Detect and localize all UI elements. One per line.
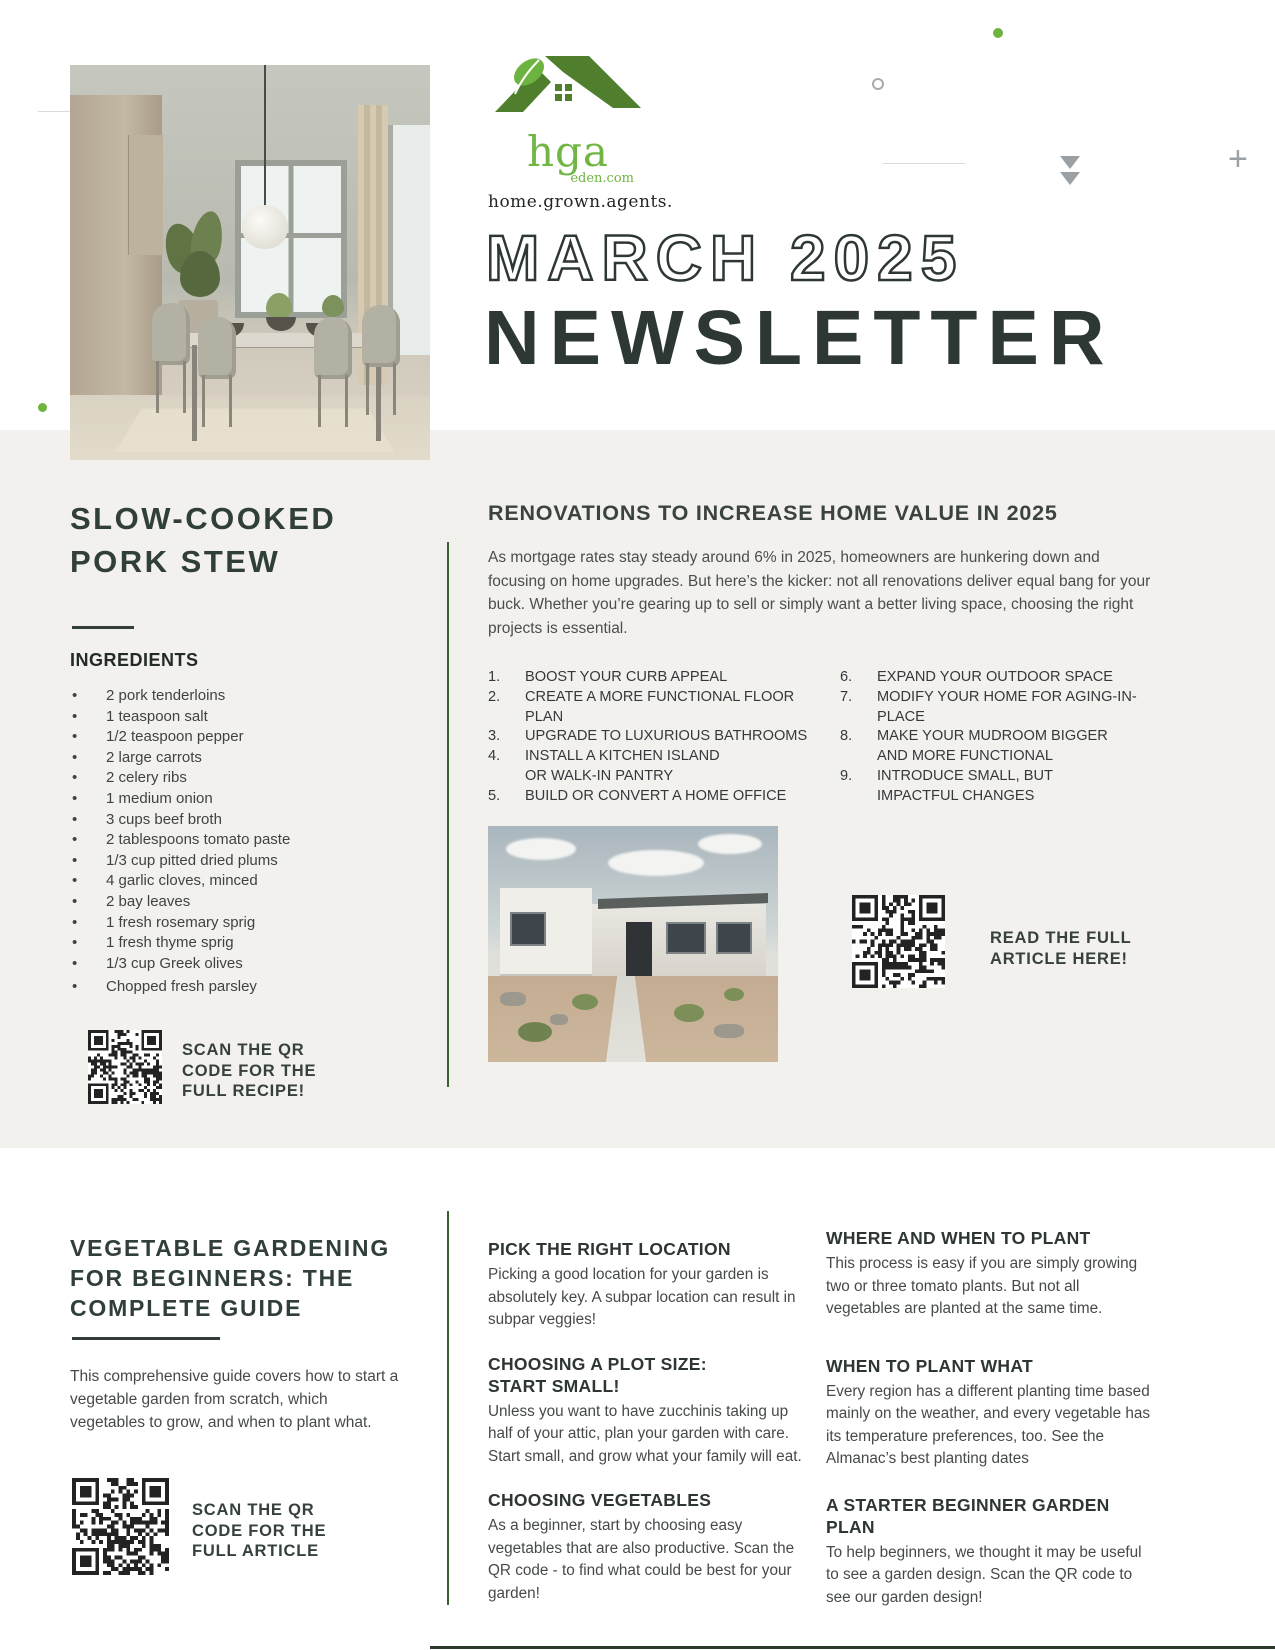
article-qr-caption: READ THE FULL ARTICLE HERE! [990,929,1132,968]
ingredient-item: • 4 garlic cloves, minced [70,871,420,892]
section-body: This process is easy if you are simply growing two or three tomato plants. But not all vegetables are planted at the same time. [826,1255,1138,1317]
recipe-title: SLOW-COOKED PORK STEW [70,501,337,580]
section-body: Every region has a different planting time based mainly on the weather, and every vegetable has its temperature preferences, too. See the Almanac’s best planting dates [826,1382,1150,1467]
list-item: 5. BUILD OR CONVERT A HOME OFFICE [488,787,787,804]
section-heading: PICK THE RIGHT LOCATION [488,1239,731,1259]
gardening-col1 [488,1238,810,1605]
section-heading: WHEN TO PLANT WHAT [826,1355,1033,1376]
gardening-col2 [826,1227,1156,1609]
gardening-rule [72,1337,220,1340]
section-body: To help beginners, we thought it may be useful to see a garden design. Scan the QR code to see our garden design! [826,1543,1142,1606]
ingredient-item: • 2 celery ribs [70,768,420,789]
logo-domain-text: eden.com [570,171,634,186]
gardening-qr-caption: SCAN THE QR CODE FOR THE FULL ARTICLE [192,1501,327,1560]
modern-house-photo [488,826,778,1062]
ingredient-item: • 1/3 cup Greek olives [70,954,420,975]
green-dot-left [38,403,47,412]
gardening-title: VEGETABLE GARDENING FOR BEGINNERS: THE COMPLETE GUIDE [70,1235,391,1321]
list-item: 6. EXPAND YOUR OUTDOOR SPACE [840,669,1113,685]
renovations-list-col2 [840,668,1156,807]
ingredients-list [70,686,420,998]
section-heading: CHOOSING A PLOT SIZE: START SMALL! [488,1353,707,1396]
section-body: As a beginner, start by choosing easy vegetables that are also productive. Scan the QR code - to find what could be best for your garden! [488,1517,795,1602]
ingredient-item: • 1/2 teaspoon pepper [70,727,420,748]
renovations-intro: As mortgage rates stay steady around 6% in 2025, homeowners are hunkering down and focusing on home upgrades. But here’s the kicker: not all renovations deliver equal bang for your buck. Whether you’re gearing up to sell or simply want a better living space, choosing the right projects is essential. [488,549,1151,637]
list-item: 4. INSTALL A KITCHEN ISLAND OR WALK-IN PANTRY [488,748,720,784]
section-body: Picking a good location for your garden is absolutely key. A subpar location can result in subpar veggies! [488,1266,796,1328]
recipe-qr-caption: SCAN THE QR CODE FOR THE FULL RECIPE! [182,1041,317,1100]
hga-logo [488,50,673,212]
renovations-list-col1 [488,668,818,807]
recipe-qr-code[interactable] [88,1030,162,1104]
ingredient-item: • 1 medium onion [70,789,420,810]
ingredient-item: • 1 teaspoon salt [70,707,420,728]
logo-tagline: home.grown.agents. [488,192,673,212]
ingredient-item: • 3 cups beef broth [70,810,420,831]
list-item: 1. BOOST YOUR CURB APPEAL [488,669,728,685]
renovations-heading: RENOVATIONS TO INCREASE HOME VALUE IN 2025 [488,501,1058,525]
ingredient-item: • 2 bay leaves [70,892,420,913]
gardening-qr-code[interactable] [72,1478,169,1575]
section-heading: CHOOSING VEGETABLES [488,1490,712,1510]
ingredient-item: • 1 fresh rosemary sprig [70,913,420,934]
section-body: Unless you want to have zucchinis taking up half of your attic, plan your garden with care. Start small, and grow what your family will eat. [488,1402,802,1465]
plus-icon: + [1228,140,1248,178]
ingredient-item: • 1 fresh thyme sprig [70,933,420,954]
ingredient-item: • 2 large carrots [70,748,420,769]
vertical-divider-top [447,542,449,1087]
newsletter-month-title: MARCH 2025 [486,222,965,294]
list-item: 7. MODIFY YOUR HOME FOR AGING-IN-PLACE [840,688,1137,725]
hga-logo-icon [493,50,643,126]
logo-brand-text: hga [527,127,609,176]
newsletter-title: NEWSLETTER [484,295,1115,381]
dining-room-photo [70,65,430,460]
gardening-intro: This comprehensive guide covers how to start a vegetable garden from scratch, which vegetables to grow, and when to plant what. [70,1368,399,1431]
ingredient-item: • 2 tablespoons tomato paste [70,830,420,851]
circle-outline-icon [872,78,884,90]
ingredient-item: • Chopped fresh parsley [70,977,420,998]
list-item: 3. UPGRADE TO LUXURIOUS BATHROOMS [488,728,808,745]
footer-rule [430,1646,1275,1649]
ingredient-item: • 2 pork tenderloins [70,686,420,707]
decor-line-center [883,163,965,164]
list-item: 8. MAKE YOUR MUDROOM BIGGER AND MORE FUNCTIONAL [840,728,1108,765]
section-heading: WHERE AND WHEN TO PLANT [826,1228,1091,1248]
vertical-divider-bottom [447,1211,449,1605]
double-chevron-down-icon [1060,156,1080,185]
ingredients-heading: INGREDIENTS [70,650,199,670]
list-item: 2. CREATE A MORE FUNCTIONAL FLOOR PLAN [488,688,795,725]
section-heading: A STARTER BEGINNER GARDEN PLAN [826,1494,1110,1537]
green-dot-top [993,28,1003,38]
list-item: 9. INTRODUCE SMALL, BUT IMPACTFUL CHANGES [840,767,1053,804]
ingredient-item: • 1/3 cup pitted dried plums [70,851,420,872]
article-qr-code[interactable] [852,895,945,988]
recipe-rule [72,626,134,629]
